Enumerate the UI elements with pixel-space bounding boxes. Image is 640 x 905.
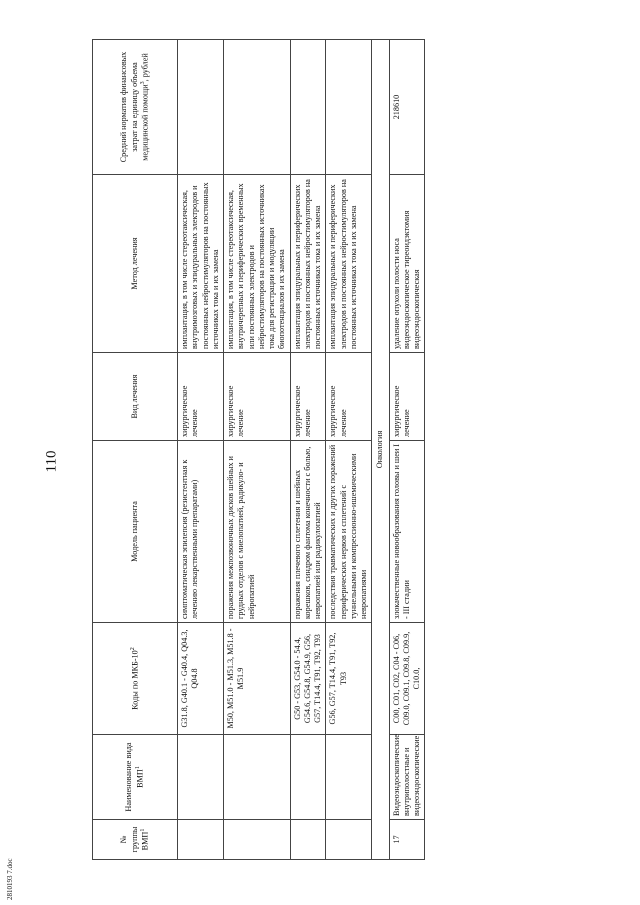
row-type: хирургическое лечение [224,353,291,441]
header-model: Модель пациента [93,441,178,623]
row-codes: G56, G57, T14.4, T91, T92, T93 [326,623,372,735]
row-model: последствия травматических и других поражений периферических нервов и сплетений с туннельными и компрессионно-ишемическими невропатиями [326,441,372,623]
row-num: 17 [389,820,425,860]
row-type: хирургическое лечение [389,353,425,441]
row-name: Видеоэндоскопические внутриполостные и видеоэндоскопические [389,735,425,820]
row-model: симптоматическая эпилепсия (резистентная к лечению лекарственными препаратами) [178,441,224,623]
page-number: 110 [43,450,60,473]
row-method: имплантация, в том числе стереотаксическая, внутричерепных и периферических временных или постоянных электродов и нейростимуляторов на постоянных источниках тока для регистрации и модуляции биопотенциалов и их замена [224,175,291,353]
row-type: хирургическое лечение [326,353,372,441]
header-method: Метод лечения [93,175,178,353]
row-method: имплантация эпидуральных и периферических электродов и постоянных нейростимуляторов на постоянных источниках тока и их замена [290,175,326,353]
table-row [326,40,372,860]
row-codes: G50 - G53, G54.0 - 54.4, G54.6, G54.8, G54.9, G56, G57, T14.4, T91, T92, T93 [290,623,326,735]
row-model: злокачественные новообразования головы и шеи I - III стадии [389,441,425,623]
section-row [372,40,389,860]
header-name: Наименование вида ВМП$^1$ [93,735,178,820]
header-type: Вид лечения [93,353,178,441]
row-method: имплантация эпидуральных и периферических электродов и постоянных нейростимуляторов на постоянных источниках тока и их замена [326,175,372,353]
table-row [178,40,224,860]
header-codes: Коды по МКБ-$10^2$ [93,623,178,735]
row-codes: M50, M51.0 - M51.3, M51.8 - M51.9 [224,623,291,735]
header-cost: Средний норматив финансовых затрат на единицу объема медицинской помощи$^3$, рублей [93,40,178,175]
table-header-row [93,40,178,860]
header-num: № группы ВМП$^1$ [93,820,178,860]
row-method: имплантация, в том числе стереотаксическая, внутримозговых и эпидуральных электродов и постоянных нейростимуляторов на постоянных источниках тока и их замена [178,175,224,353]
row-method: удаление опухоли полости носа видеоэндоскопическое тиреоидэктомия видеоэндоскопическая [389,175,425,353]
row-type: хирургическое лечение [178,353,224,441]
section-title: Онкология [372,40,389,860]
row-model: поражения межпозвоночных дисков шейных и грудных отделов с миелопатией, радикуло- и нейропатией [224,441,291,623]
row-cost: 218610 [389,40,425,175]
table-row [290,40,326,860]
row-type: хирургическое лечение [290,353,326,441]
row-model: поражения плечевого сплетения и шейных корешков, синдром фантома конечности с болью, невропатией или радикулопатией [290,441,326,623]
vmp-table [92,39,425,860]
row-codes: C00, C01, C02, C04 - C06, C09.0, C09.1, C09.8, C09.9, C10.0, [389,623,425,735]
footer-filename: 2810193 7.doc [6,858,14,900]
table-row [389,40,425,860]
table-row [224,40,291,860]
row-codes: G31.8, G40.1 - G40.4, Q04.3, Q04.8 [178,623,224,735]
table-container [92,40,640,853]
